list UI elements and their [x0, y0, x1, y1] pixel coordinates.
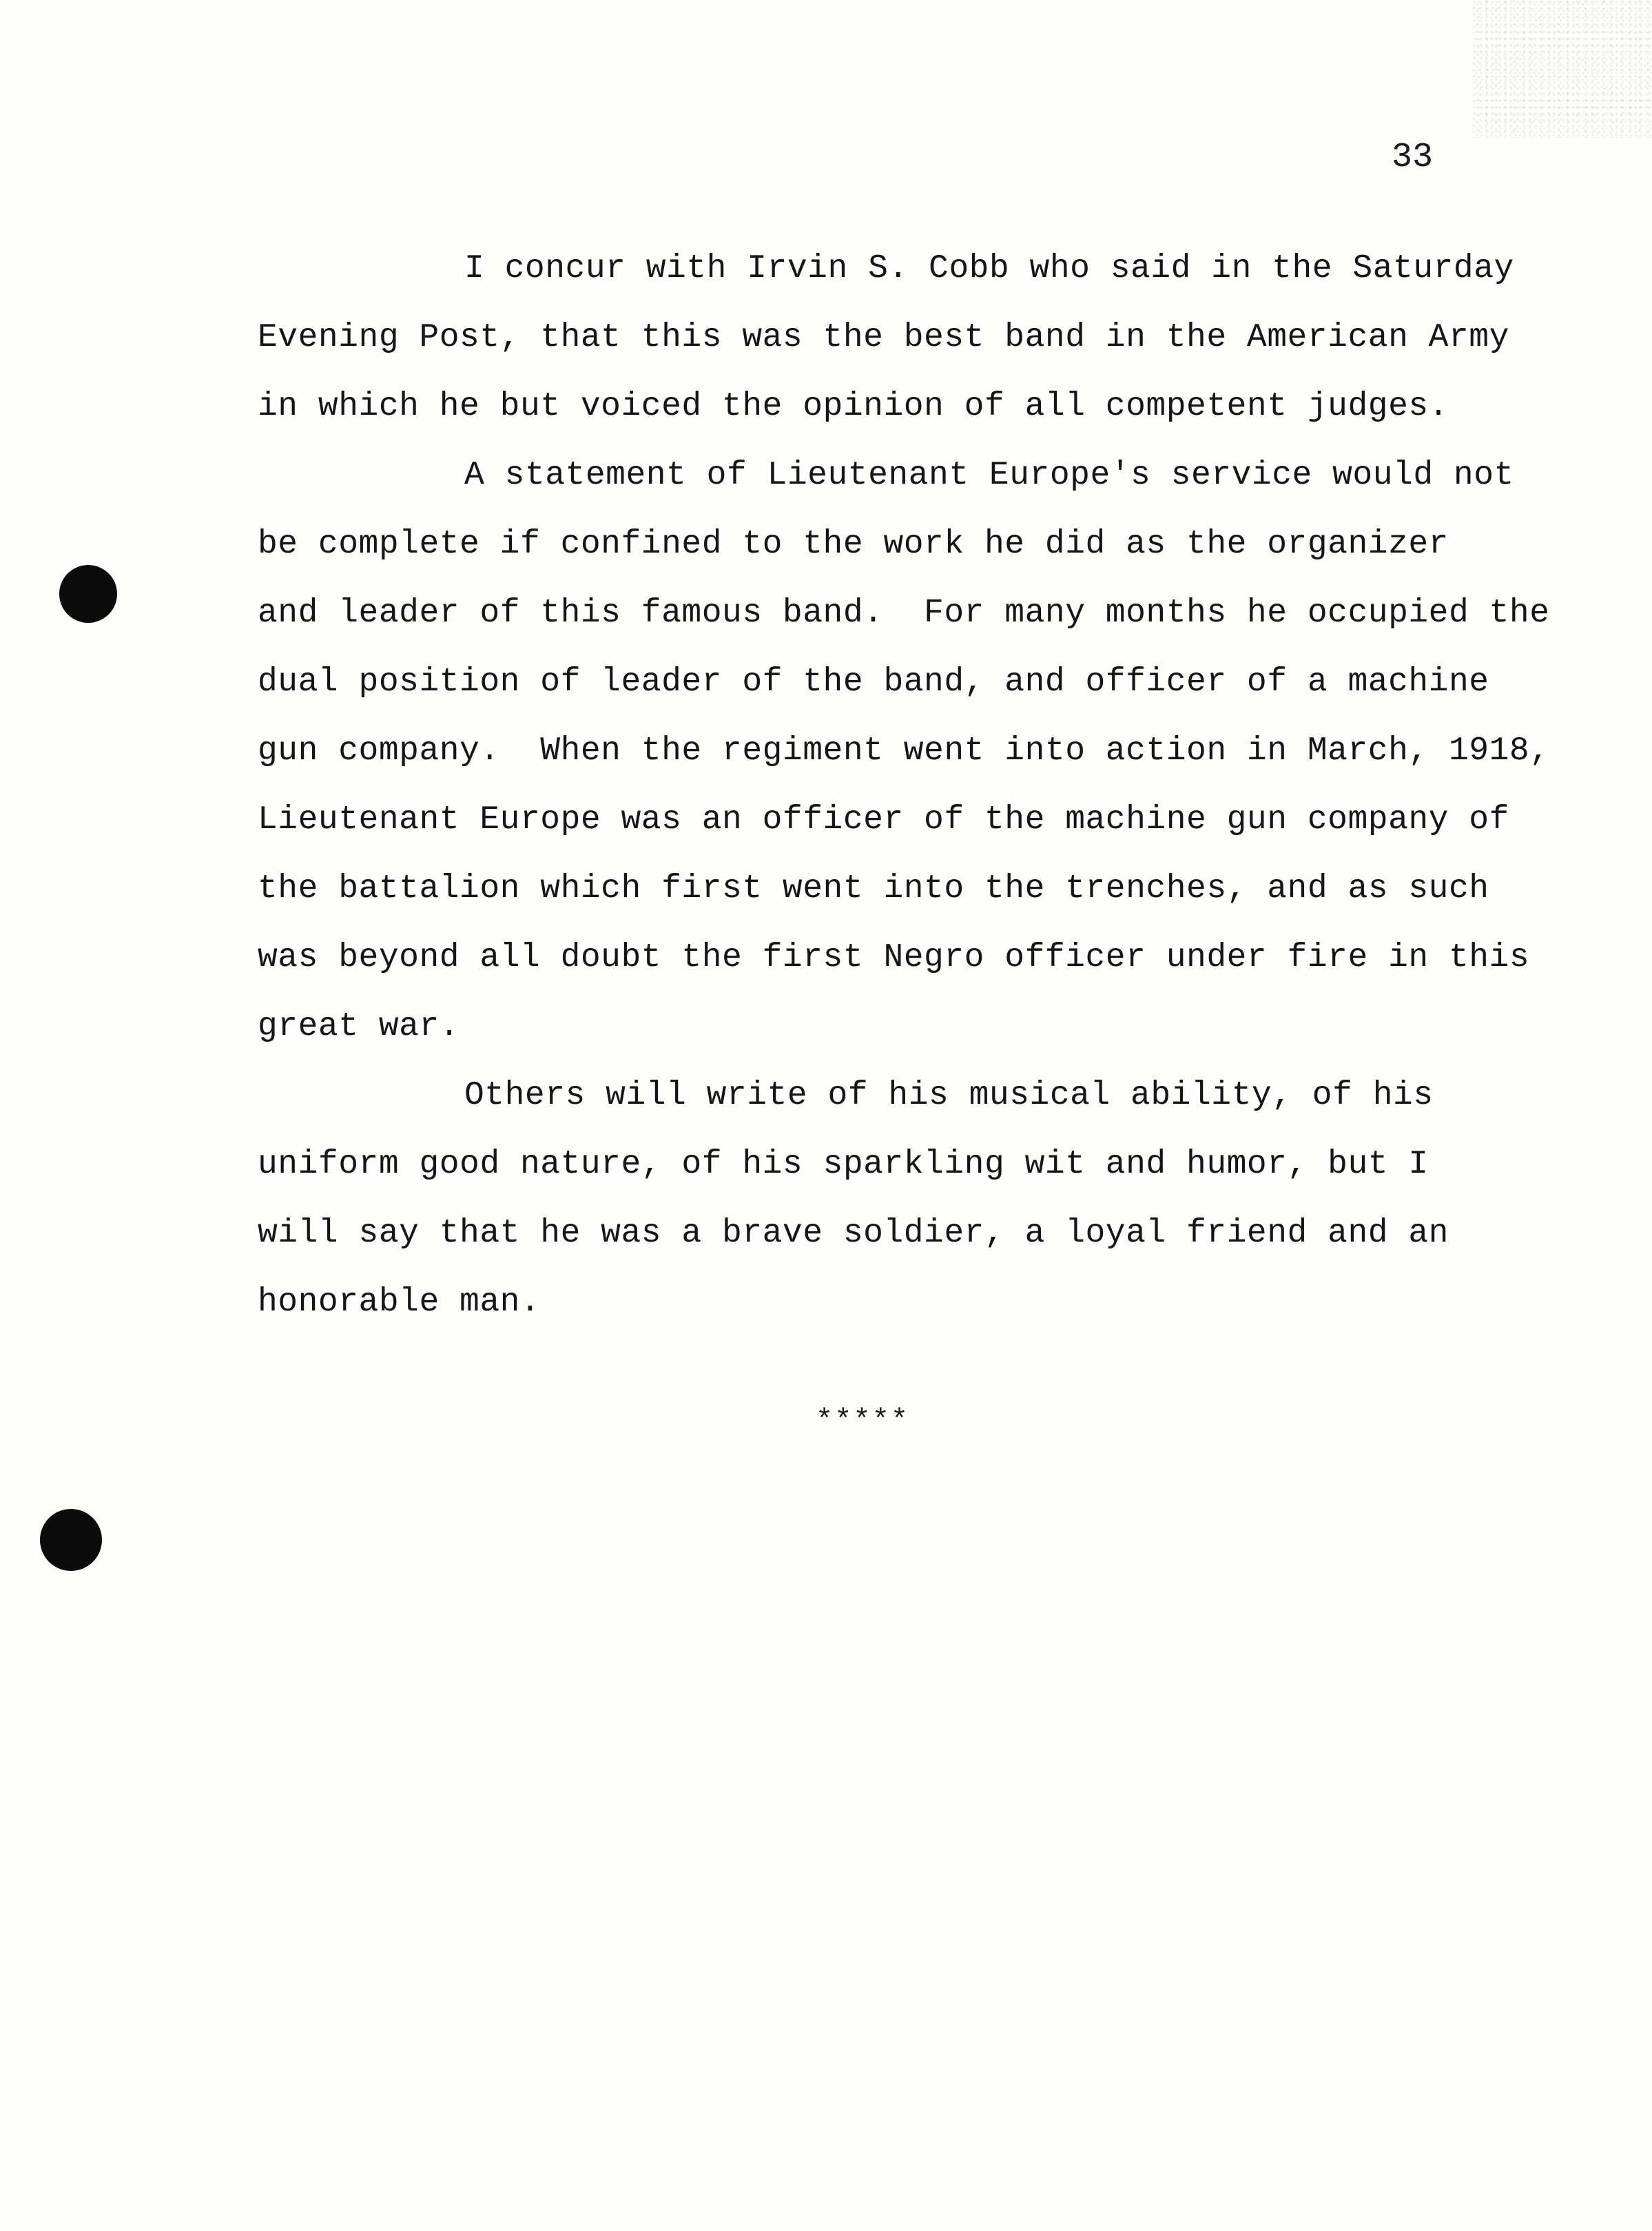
text-line: Evening Post, that this was the best band in the American Army [258, 319, 1509, 356]
text-line: dual position of leader of the band, and officer of a machine [258, 664, 1489, 701]
punch-hole-top [59, 565, 117, 623]
text-line: will say that he was a brave soldier, a loyal friend and an [258, 1215, 1449, 1252]
text-line: be complete if confined to the work he did as the organizer [258, 526, 1449, 563]
text-line: was beyond all doubt the first Negro officer under fire in this [258, 939, 1530, 976]
text-line: and leader of this famous band. For many months he occupied the [258, 595, 1550, 632]
text-line: great war. [258, 1008, 460, 1045]
text-line: in which he but voiced the opinion of all competent judges. [258, 388, 1449, 425]
paragraph-2 [258, 441, 1608, 1061]
text-line: I concur with Irvin S. Cobb who said in the Saturday [464, 250, 1514, 287]
text-line: the battalion which first went into the trenches, and as such [258, 870, 1489, 907]
scan-noise [1473, 0, 1652, 138]
punch-hole-bottom [40, 1509, 102, 1571]
page-number: 33 [1392, 138, 1434, 177]
paragraph-3 [258, 1061, 1608, 1337]
section-separator: ***** [816, 1404, 910, 1437]
text-line: A statement of Lieutenant Europe's service would not [464, 457, 1514, 494]
text-line: uniform good nature, of his sparkling wit and humor, but I [258, 1146, 1429, 1183]
text-line: Others will write of his musical ability, of his [464, 1077, 1434, 1114]
text-line: gun company. When the regiment went into action in March, 1918, [258, 732, 1550, 770]
text-line: Lieutenant Europe was an officer of the machine gun company of [258, 801, 1509, 839]
body-text [258, 234, 1608, 1337]
text-line: honorable man. [258, 1284, 541, 1321]
paragraph-1 [258, 234, 1608, 441]
